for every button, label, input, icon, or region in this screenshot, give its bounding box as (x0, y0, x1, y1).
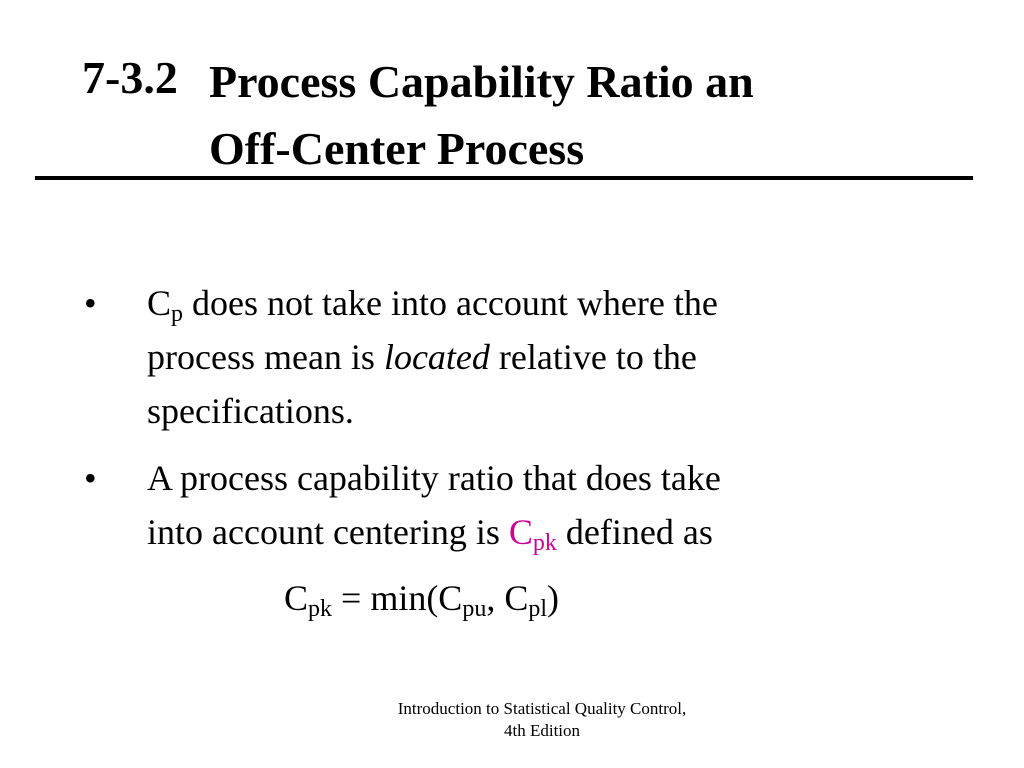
title-divider (35, 176, 973, 180)
bullet-2-line-2 (147, 505, 907, 559)
bullet-1-line-1 (147, 276, 907, 330)
cpk-formula (284, 571, 559, 625)
formula-sub-pu: pu (462, 596, 487, 622)
slide-title-line-2: Off-Center Process (209, 123, 585, 174)
bullet-1-line-3: specifications. (147, 391, 354, 431)
cpk-highlight (508, 512, 557, 556)
footer-line-1: Introduction to Statistical Quality Control, (397, 699, 687, 718)
bullet-1-line-2-pre: process mean is (147, 337, 384, 377)
formula-sub-pk: pk (308, 596, 333, 622)
bullet-1-line-2 (147, 330, 907, 384)
formula-sub-pl: pl (528, 596, 548, 622)
slide-title (209, 48, 754, 182)
bullet-marker-1: • (84, 283, 97, 323)
slide-title-line-1: Process Capability Ratio an (209, 56, 754, 107)
slide-footer (342, 698, 742, 742)
formula-c1: C (284, 578, 309, 618)
formula-close: ) (547, 578, 560, 618)
bullet-1-line-2-post: relative to the (489, 337, 697, 377)
cp-subscript: p (171, 301, 184, 327)
cp-symbol: C (147, 283, 172, 323)
formula-mid: = min(C (332, 578, 463, 618)
bullet-item-2 (147, 451, 907, 559)
bullet-1-line-1-text: does not take into account where the (183, 283, 718, 323)
bullet-item-1 (147, 276, 907, 438)
bullet-2-line-1: A process capability ratio that does take (147, 458, 721, 498)
cpk-symbol: C (508, 512, 533, 552)
located-emphasis: located (383, 337, 490, 377)
cpk-subscript: pk (532, 530, 557, 556)
formula-comma: , C (486, 578, 529, 618)
bullet-marker-2: • (84, 458, 97, 498)
bullet-2-line-2-pre: into account centering is (147, 512, 509, 552)
footer-line-2: 4th Edition (503, 721, 581, 740)
bullet-2-line-2-post: defined as (556, 512, 713, 552)
section-number: 7-3.2 (82, 52, 178, 103)
